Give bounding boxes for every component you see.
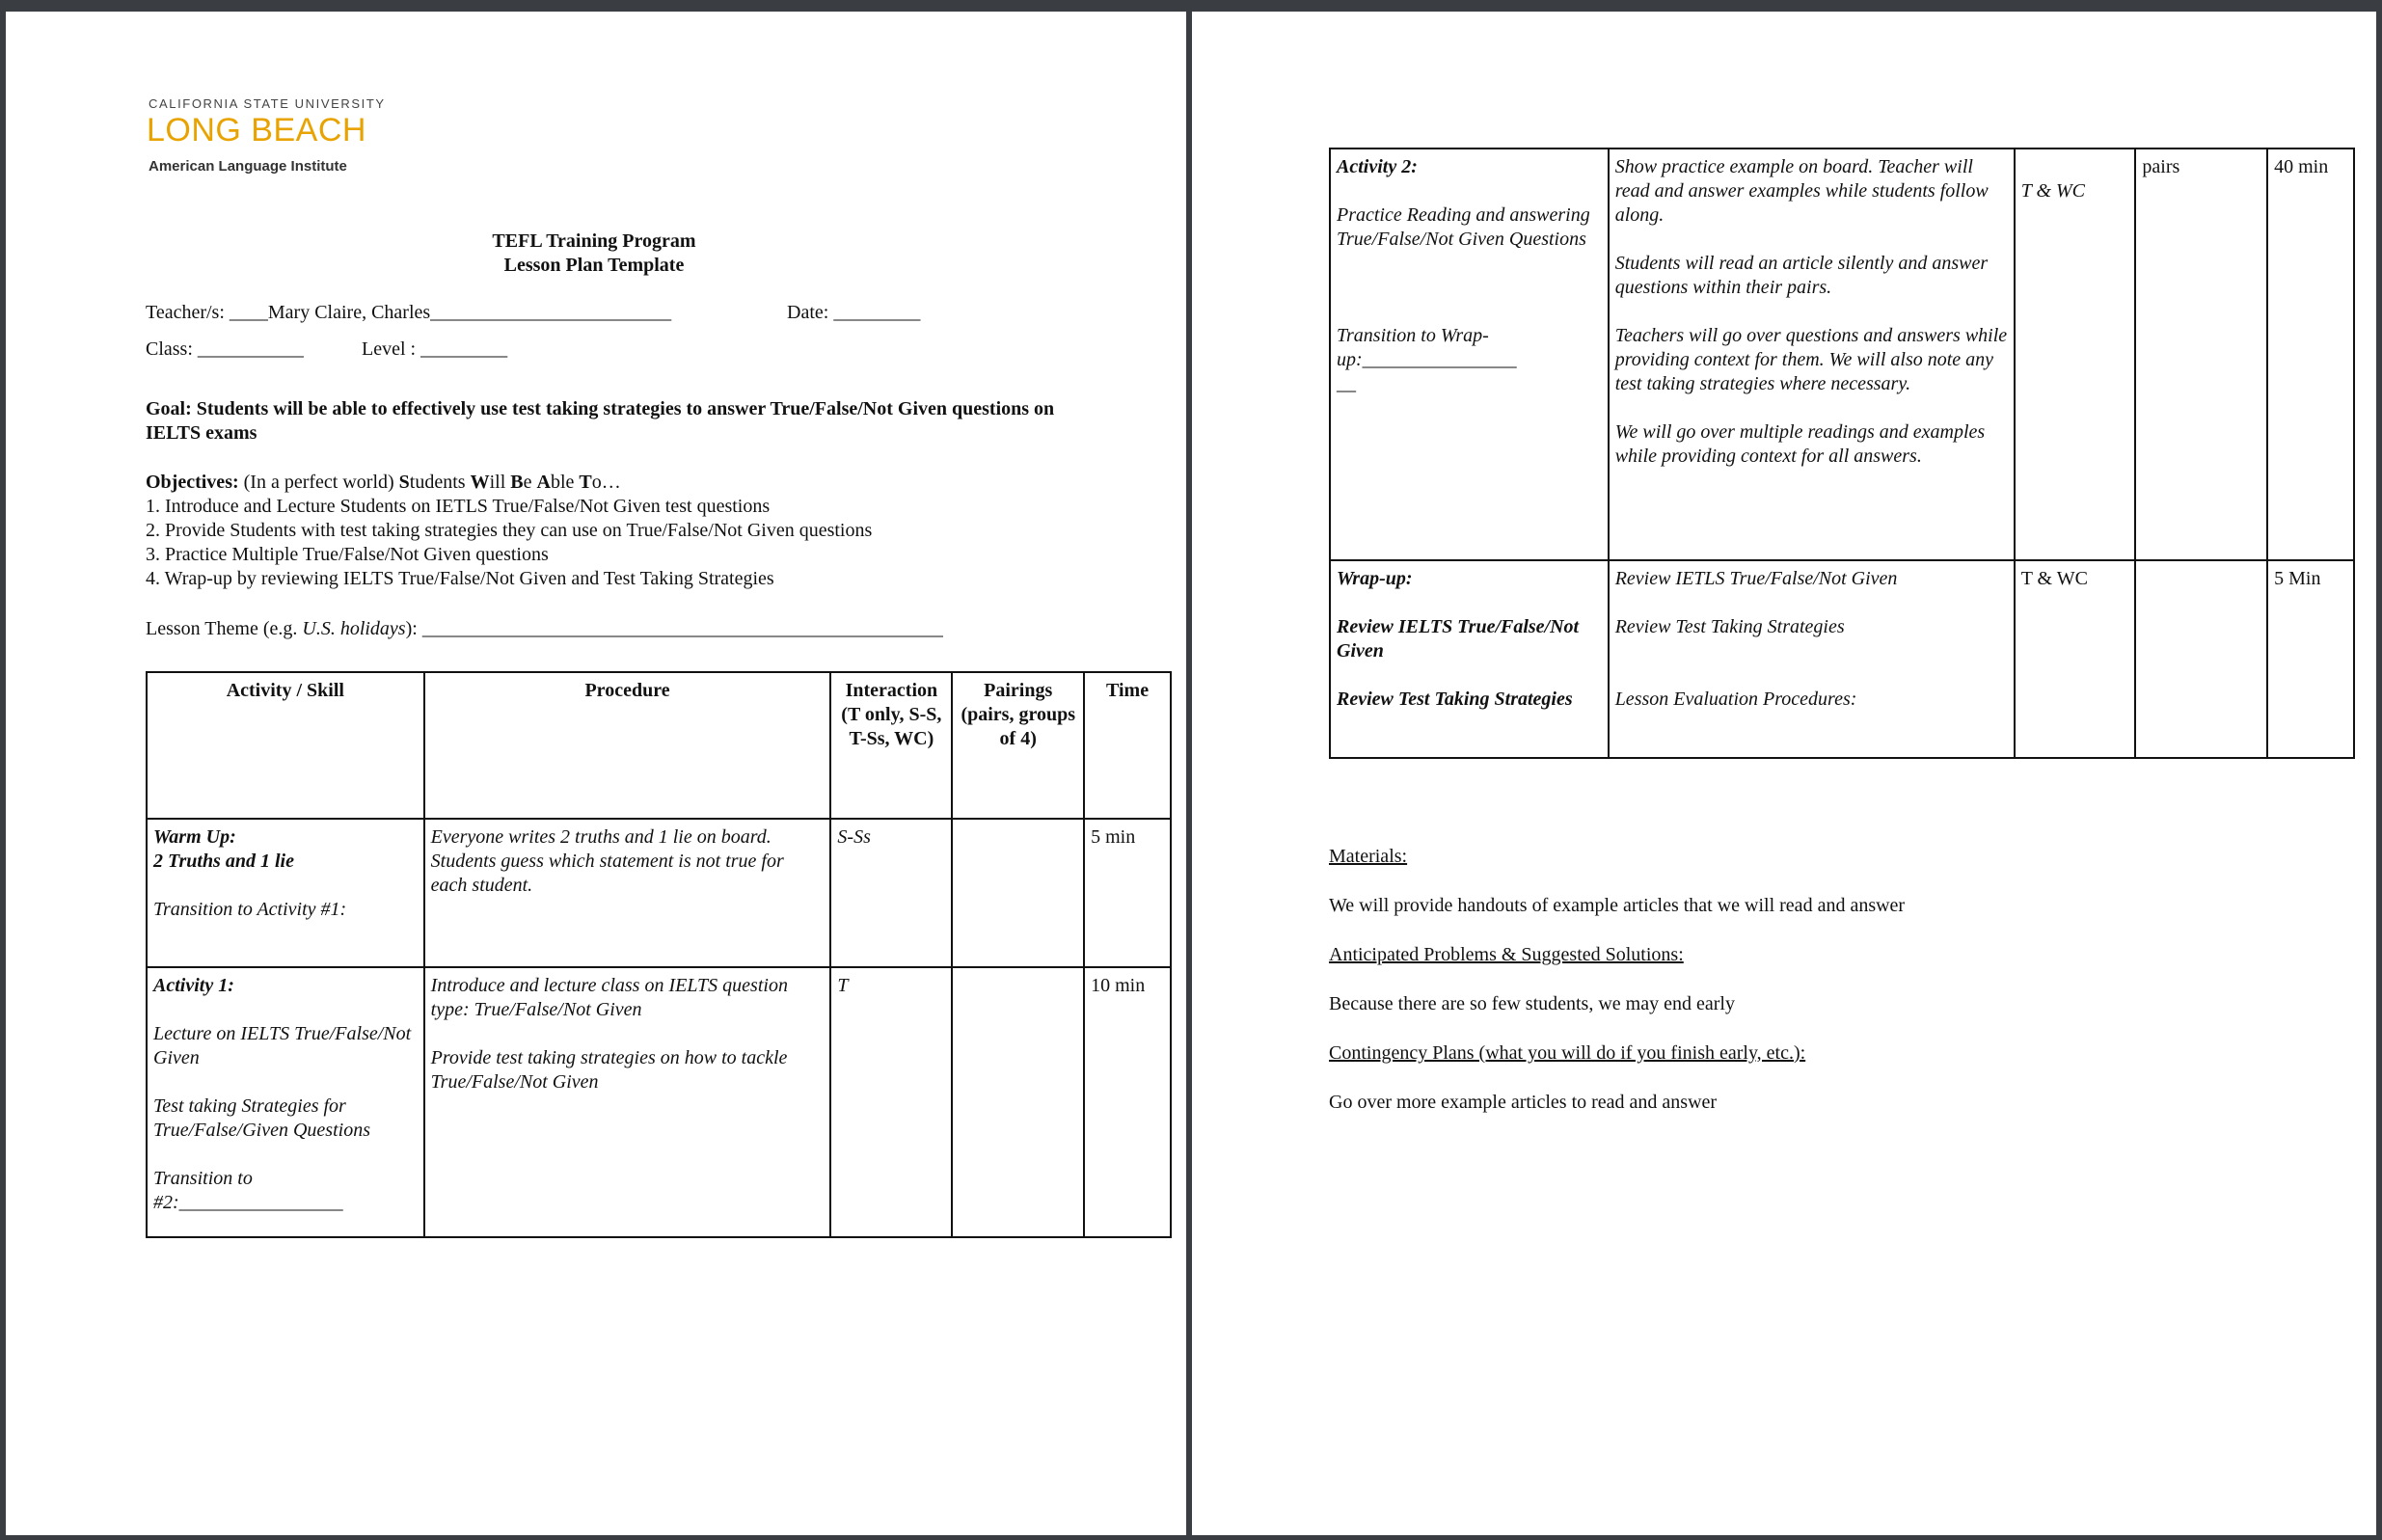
table-row bbox=[1330, 149, 2354, 560]
lesson-goal: Goal: Students will be able to effectively use test taking strategies to answer True/False/Not Given questions on IELTS exams bbox=[146, 398, 1055, 444]
time-cell: 5 min bbox=[1084, 819, 1171, 967]
activity-subtitle: Test taking Strategies for True/False/Given Questions bbox=[153, 1095, 370, 1141]
contingency-plans-heading: Contingency Plans (what you will do if you finish early, etc.): bbox=[1329, 1042, 1806, 1064]
logo-university-name: LONG BEACH bbox=[147, 112, 366, 149]
objectives-intro-t: T bbox=[579, 472, 592, 493]
procedure-text: Show practice example on board. Teacher will read and answer examples while students follow along. bbox=[1614, 156, 1989, 226]
objective-item: 2. Provide Students with test taking strategies they can use on True/False/Not Given questions bbox=[146, 520, 873, 541]
lesson-theme-close: ): bbox=[405, 618, 422, 639]
lesson-theme-label: Lesson Theme (e.g. bbox=[146, 618, 303, 639]
activity-subtitle: Review Test Taking Strategies bbox=[1337, 689, 1573, 710]
lesson-plan-table-continued bbox=[1329, 148, 2355, 759]
procedure-text: Review Test Taking Strategies bbox=[1614, 616, 1845, 637]
activity-cell bbox=[147, 819, 424, 967]
procedure-cell bbox=[424, 819, 831, 967]
time-cell: 10 min bbox=[1084, 967, 1171, 1237]
table-header-row bbox=[147, 672, 1171, 819]
class-value: ___________ bbox=[197, 338, 304, 360]
objective-item: 4. Wrap-up by reviewing IELTS True/False/Not Given and Test Taking Strategies bbox=[146, 568, 774, 589]
procedure-text: We will go over multiple readings and examples while providing context for all answers. bbox=[1614, 421, 1986, 467]
lesson-theme-example: U.S. holidays bbox=[302, 618, 406, 639]
activity-title: Warm Up: bbox=[153, 826, 236, 848]
lesson-plan-table bbox=[146, 671, 1172, 1238]
table-row bbox=[1330, 560, 2354, 758]
activity-title: Activity 2: bbox=[1337, 156, 1418, 177]
table-row bbox=[147, 819, 1171, 967]
table-row bbox=[147, 967, 1171, 1237]
objectives-intro-w: W bbox=[470, 472, 490, 493]
procedure-text: Everyone writes 2 truths and 1 lie on board. Students guess which statement is not true for each student. bbox=[430, 826, 784, 896]
objectives-intro-b: B bbox=[510, 472, 524, 493]
activity-subtitle: Practice Reading and answering True/False/Not Given Questions bbox=[1337, 204, 1590, 250]
pairings-cell bbox=[952, 819, 1084, 967]
document-title: TEFL Training Program bbox=[492, 230, 696, 252]
activity-transition: Transition to Activity #1: bbox=[153, 899, 347, 920]
activity-cell bbox=[1330, 560, 1609, 758]
interaction-cell: T & WC bbox=[2015, 560, 2136, 758]
activity-subtitle: Review IELTS True/False/Not Given bbox=[1337, 616, 1580, 662]
objectives-intro-ble: ble bbox=[550, 472, 580, 493]
activity-subtitle: 2 Truths and 1 lie bbox=[153, 851, 294, 872]
activity-cell bbox=[147, 967, 424, 1237]
teacher-field bbox=[146, 301, 671, 325]
objectives-intro-e: e bbox=[523, 472, 537, 493]
activity-title: Wrap-up: bbox=[1337, 568, 1413, 589]
logo-institute: American Language Institute bbox=[149, 158, 347, 175]
header-procedure: Procedure bbox=[424, 672, 831, 819]
level-field bbox=[362, 338, 507, 362]
anticipated-problems-heading: Anticipated Problems & Suggested Solutions: bbox=[1329, 944, 1684, 965]
level-value: _________ bbox=[420, 338, 508, 360]
activity-title: Activity 1: bbox=[153, 975, 234, 996]
pairings-cell: pairs bbox=[2135, 149, 2267, 560]
header-interaction: Interaction (T only, S-S, T-Ss, WC) bbox=[830, 672, 952, 819]
time-cell: 5 Min bbox=[2267, 560, 2354, 758]
activity-transition: Transition to #2:_________________ bbox=[153, 1168, 343, 1213]
procedure-text: Lesson Evaluation Procedures: bbox=[1614, 689, 1857, 710]
objectives-intro-text: (In a perfect world) bbox=[238, 472, 399, 493]
materials-text: We will provide handouts of example articles that we will read and answer bbox=[1329, 895, 1906, 916]
procedure-text: Provide test taking strategies on how to tackle True/False/Not Given bbox=[430, 1047, 788, 1093]
document-page-2 bbox=[1192, 12, 2376, 1535]
activity-transition-tail: __ bbox=[1337, 373, 1356, 394]
procedure-cell bbox=[1609, 560, 2015, 758]
pairings-cell bbox=[2135, 560, 2267, 758]
activity-transition: Transition to Wrap-up:________________ bbox=[1337, 325, 1517, 370]
date-value: _________ bbox=[833, 302, 921, 323]
anticipated-problems-text: Because there are so few students, we may end early bbox=[1329, 993, 1735, 1014]
objective-item: 1. Introduce and Lecture Students on IETLS True/False/Not Given test questions bbox=[146, 496, 771, 517]
objectives-intro-tudents: tudents bbox=[409, 472, 471, 493]
interaction-cell: S-Ss bbox=[830, 819, 952, 967]
date-label: Date: bbox=[787, 302, 829, 323]
document-page-1 bbox=[6, 12, 1186, 1535]
lesson-theme-line: ______________________________________________________ bbox=[421, 618, 943, 639]
contingency-plans-text: Go over more example articles to read and answer bbox=[1329, 1092, 1718, 1113]
header-activity-skill: Activity / Skill bbox=[147, 672, 424, 819]
procedure-text: Students will read an article silently and answer questions within their pairs. bbox=[1614, 253, 1989, 298]
date-field bbox=[787, 301, 920, 325]
teacher-label: Teacher/s: bbox=[146, 302, 225, 323]
objectives-label: Objectives: bbox=[146, 472, 239, 493]
objectives-intro-o: o… bbox=[591, 472, 621, 493]
procedure-text: Introduce and lecture class on IELTS question type: True/False/Not Given bbox=[430, 975, 788, 1020]
level-label: Level : bbox=[362, 338, 417, 360]
pairings-cell bbox=[952, 967, 1084, 1237]
activity-cell bbox=[1330, 149, 1609, 560]
lesson-theme-field bbox=[146, 617, 943, 641]
procedure-cell bbox=[424, 967, 831, 1237]
logo-university-small: CALIFORNIA STATE UNIVERSITY bbox=[149, 96, 386, 111]
objectives-intro-ill: ill bbox=[489, 472, 511, 493]
procedure-cell bbox=[1609, 149, 2015, 560]
objectives-intro bbox=[146, 471, 621, 495]
activity-subtitle: Lecture on IELTS True/False/Not Given bbox=[153, 1023, 412, 1068]
interaction-cell: T bbox=[830, 967, 952, 1237]
header-time: Time bbox=[1084, 672, 1171, 819]
teacher-value: ____Mary Claire, Charles_________________________ bbox=[229, 302, 672, 323]
objectives-intro-s: S bbox=[398, 472, 410, 493]
objective-item: 3. Practice Multiple True/False/Not Given questions bbox=[146, 544, 549, 565]
header-pairings: Pairings (pairs, groups of 4) bbox=[952, 672, 1084, 819]
interaction-cell: T & WC bbox=[2015, 149, 2136, 560]
class-field bbox=[146, 338, 304, 362]
time-cell: 40 min bbox=[2267, 149, 2354, 560]
procedure-text: Teachers will go over questions and answers while providing context for them. We will also note any test taking strategies where necessary. bbox=[1614, 325, 2008, 394]
class-label: Class: bbox=[146, 338, 193, 360]
document-subtitle: Lesson Plan Template bbox=[503, 255, 685, 276]
materials-heading: Materials: bbox=[1329, 846, 1408, 867]
objectives-intro-a: A bbox=[536, 472, 551, 493]
procedure-text: Review IETLS True/False/Not Given bbox=[1614, 568, 1898, 589]
